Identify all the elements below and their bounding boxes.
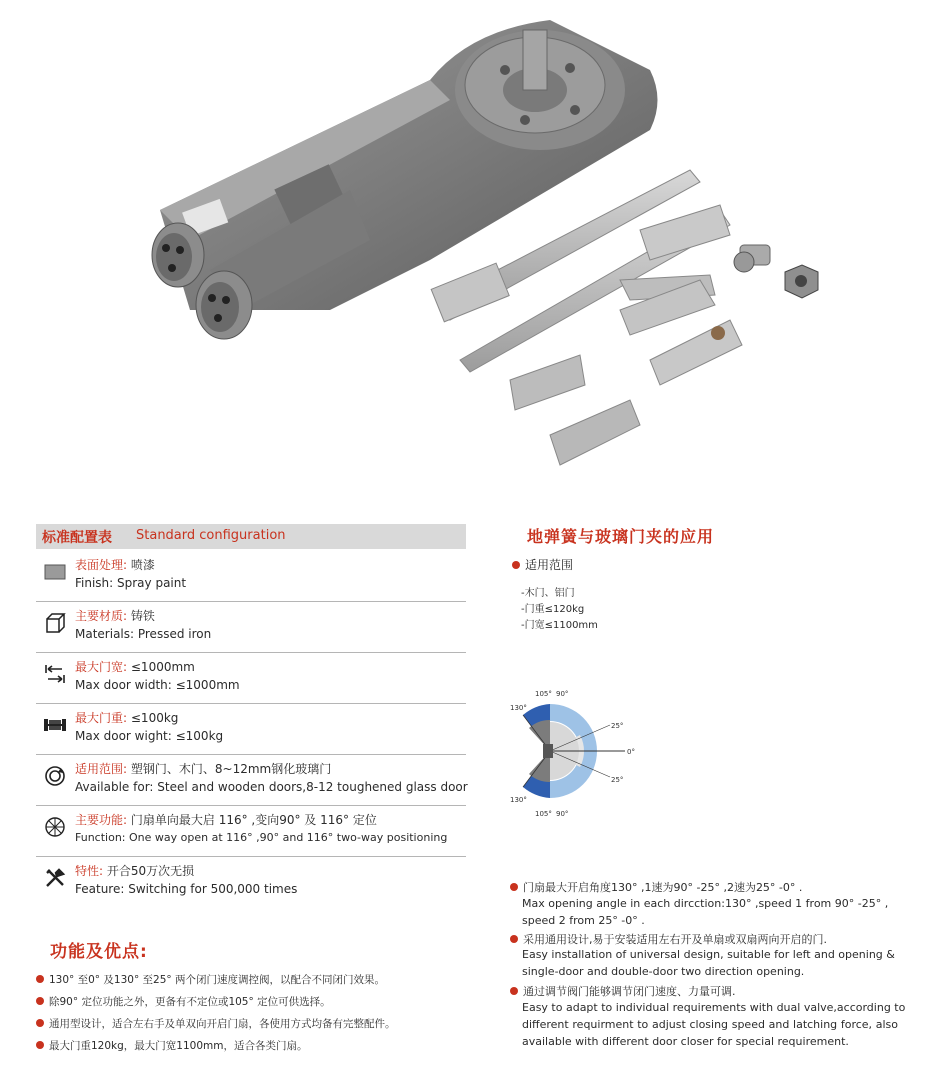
door-width-icon [44,663,66,685]
scope-title: 适用范围 [512,556,573,573]
advantage-item: 130° 至0° 及130° 至25° 两个闭门速度调控阀，以配合不同闭门效果。 [36,972,385,987]
application-en: Available for: Steel and wooden doors,8-12 toughened glass door [75,780,468,794]
tools-icon [44,867,66,889]
angle-label-25-bottom: 25° [611,776,624,784]
config-row-material [36,602,466,653]
door-weight-icon [44,714,66,736]
angle-label-90-top: 90° [556,690,569,698]
config-title-en: Standard configuration [136,528,286,543]
bullet-dot [36,1041,44,1049]
angle-label-130-top: 130° [510,704,527,712]
door-width-key: 最大门宽: [75,660,128,674]
function-key: 主要功能: [75,813,128,827]
application-scope-icon [44,765,66,787]
angle-label-105-bottom: 105° [535,810,552,818]
application-value: 塑钢门、木门、8~12mm钢化玻璃门 [130,762,332,776]
config-row-function [36,806,466,857]
application-bullet-en: available with different door closer for special requirement. [522,1035,849,1048]
material-key: 主要材质: [75,609,128,623]
config-row-application [36,755,466,806]
application-key: 适用范围: [75,762,128,776]
product-illustration [130,10,910,480]
scope-item: -门宽≤1100mm [521,620,598,631]
material-en: Materials: Pressed iron [75,627,212,641]
floor-spring-body [160,20,658,310]
finish-key: 表面处理: [75,558,128,572]
door-width-en: Max door width: ≤1000mm [75,678,240,692]
opening-angle-diagram [505,680,655,822]
bullet-dot [36,1019,44,1027]
bullet-dot [512,561,520,569]
application-bullet-en: speed 2 from 25° -0° . [522,914,645,927]
angle-label-0: 0° [627,748,635,756]
config-header [36,524,466,549]
angle-label-90-bottom: 90° [556,810,569,818]
door-weight-key: 最大门重: [75,711,128,725]
bullet-dot [510,883,518,891]
angle-label-25-top: 25° [611,722,624,730]
bullet-dot [510,987,518,995]
config-row-door-weight [36,704,466,755]
door-width-value: ≤1000mm [130,660,195,674]
application-bullet-en: Easy to adapt to individual requirements with dual valve,according to [522,1001,906,1014]
finish-en: Finish: Spray paint [75,576,187,590]
function-wheel-icon [44,816,66,838]
config-row-feature [36,857,466,907]
bullet-dot [36,975,44,983]
application-bullet-zh: 门扇最大开启角度130° ,1速为90° -25° ,2速为25° -0° . [510,879,802,895]
application-bullet-zh: 采用通用设计,易于安装适用左右开及单扇或双扇两向开启的门. [510,931,827,947]
angle-label-105-top: 105° [535,690,552,698]
application-bullet-en: Easy installation of universal design, suitable for left and opening & [522,948,895,961]
material-box-icon [44,612,66,634]
finish-swatch-icon [44,561,66,583]
bullet-dot [36,997,44,1005]
advantage-item: 最大门重120kg，最大门宽1100mm，适合各类门扇。 [36,1038,307,1053]
finish-value: 喷漆 [130,558,155,572]
feature-key: 特性: [75,864,104,878]
function-en: Function: One way open at 116° ,90° and 116° two-way positioning [75,831,448,844]
application-bullet-en: different requirment to adjust closing speed and latching force, also [522,1018,898,1031]
application-bullet-zh: 通过调节阀门能够调节闭门速度、力量可调. [510,983,736,999]
advantages-title: 功能及优点: [50,942,148,962]
application-bullet-en: Max opening angle in each dircction:130° ,speed 1 from 90° -25° , [522,897,889,910]
material-value: 铸铁 [130,609,155,623]
feature-value: 开合50万次无损 [106,864,195,878]
config-row-finish [36,551,466,602]
scope-item: -木门、铝门 [521,588,575,599]
config-row-door-width [36,653,466,704]
function-value: 门扇单向最大启 116° ,变向90° 及 116° 定位 [130,813,377,827]
advantage-item: 除90° 定位功能之外，更备有不定位或105° 定位可供选择。 [36,994,331,1009]
application-title: 地弹簧与玻璃门夹的应用 [527,527,715,546]
angle-label-130-bottom: 130° [510,796,527,804]
application-bullet-en: single-door and double-door two direction opening. [522,965,805,978]
door-weight-en: Max door wight: ≤100kg [75,729,224,743]
scope-item: -门重≤120kg [521,604,585,615]
config-title-zh: 标准配置表 [42,530,112,546]
bullet-dot [510,935,518,943]
advantage-item: 通用型设计，适合左右手及单双向开启门扇，各使用方式均备有完整配件。 [36,1016,396,1031]
door-weight-value: ≤100kg [130,711,179,725]
feature-en: Feature: Switching for 500,000 times [75,882,298,896]
